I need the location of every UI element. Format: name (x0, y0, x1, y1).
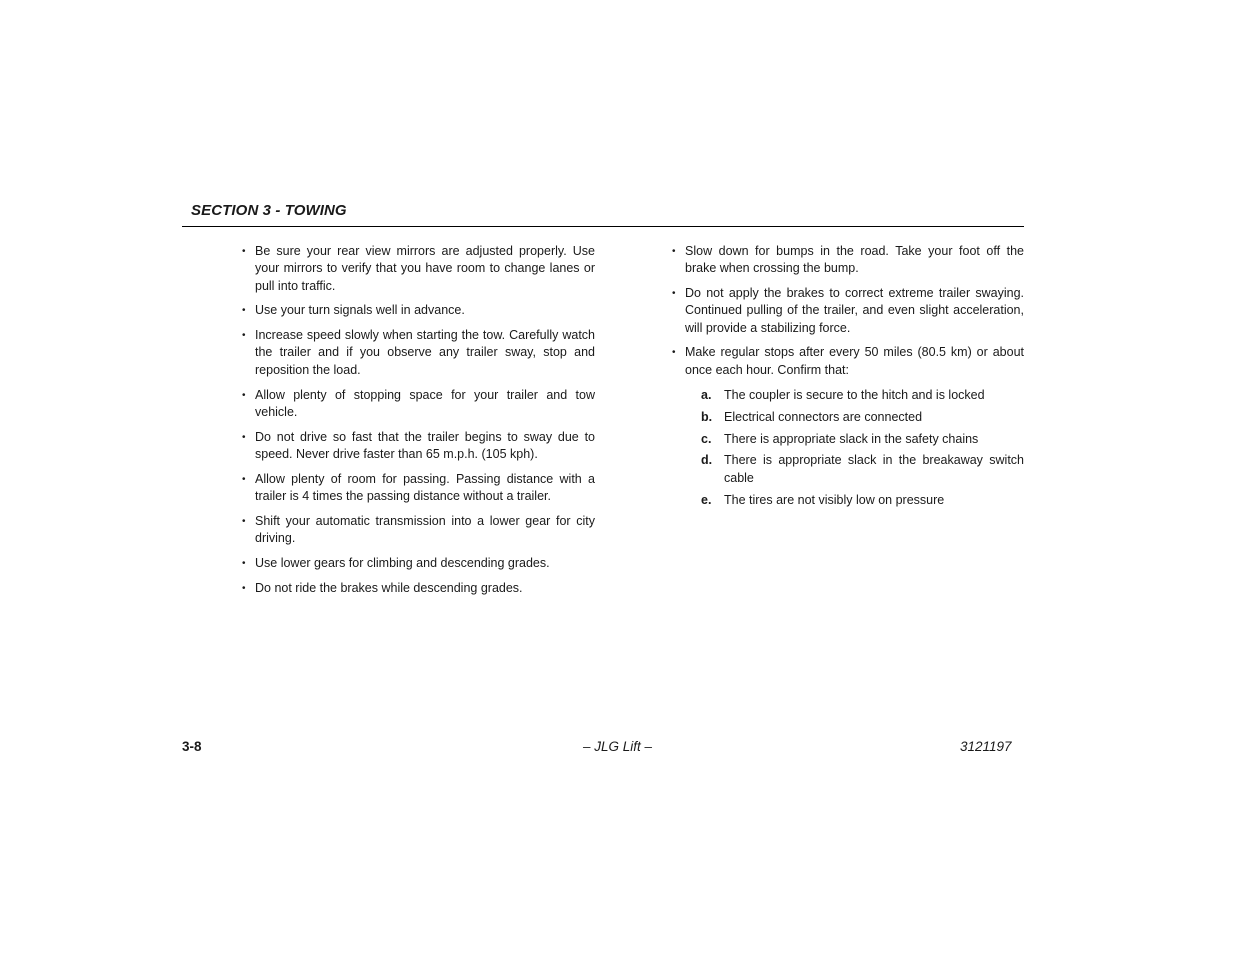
list-item: • Use lower gears for climbing and descending grades. (241, 555, 595, 572)
list-item: • Do not ride the brakes while descending grades. (241, 580, 595, 597)
bullet-icon: • (242, 246, 246, 257)
bullet-icon: • (242, 515, 246, 527)
right-bullet-list (671, 243, 1024, 509)
bullet-icon: • (242, 473, 246, 485)
list-item: • Allow plenty of stopping space for your trailer and tow vehicle. (242, 387, 595, 419)
list-item: • Shift your automatic transmission into a lower gear for city driving. (242, 513, 595, 546)
footer-brand: – JLG Lift – (582, 739, 653, 754)
list-item: • Make regular stops after every 50 miles (80.5 km) or about once each hour. Confirm that: a. The coupler is secure to the hitch and is locked b. Electrical connectors are connected c. There is appropriate slack in the safety chains d. There is appropriate slack in the breakaway switch cable e. The tires are not visibly low on pressure (671, 344, 1024, 508)
bullet-icon: • (242, 330, 246, 342)
bullet-icon: • (242, 557, 246, 569)
list-item: • Use your turn signals well in advance. (241, 302, 595, 319)
left-column (241, 243, 595, 605)
left-bullet-list (241, 243, 595, 597)
checklist-item: a. The coupler is secure to the hitch and is locked (701, 388, 985, 403)
checklist-item: d. There is appropriate slack in the breakaway switch cable (701, 453, 1024, 485)
bullet-icon: • (672, 288, 676, 300)
checklist-item: c. There is appropriate slack in the safety chains (701, 431, 979, 446)
list-item: • Do not drive so fast that the trailer begins to sway due to speed. Never drive faster than 65 m.p.h. (105 kph). (242, 429, 595, 461)
checklist-item: e. The tires are not visibly low on pressure (701, 492, 945, 507)
bullet-icon: • (672, 347, 676, 359)
page-number: 3-8 (182, 739, 202, 754)
list-item: • Allow plenty of room for passing. Passing distance with a trailer is 4 times the passing distance without a trailer. (242, 471, 595, 504)
list-item: • Do not apply the brakes to correct extreme trailer swaying. Continued pulling of the trailer, and even slight acceleration, will provide a stabilizing force. (672, 286, 1024, 335)
checklist-item: b. Electrical connectors are connected (701, 409, 923, 424)
list-item: • Slow down for bumps in the road. Take your foot off the brake when crossing the bump. (672, 244, 1024, 276)
document-number: 3121197 (960, 739, 1012, 754)
right-column (671, 243, 1024, 516)
bullet-icon: • (242, 431, 246, 443)
list-item: • Be sure your rear view mirrors are adjusted properly. Use your mirrors to verify that you have room to change lanes or pull into traffic. (242, 244, 595, 293)
bullet-icon: • (242, 582, 246, 594)
bullet-icon: • (242, 305, 246, 317)
section-title: SECTION 3 - TOWING (191, 202, 347, 219)
list-item: • Increase speed slowly when starting the tow. Carefully watch the trailer and if you observe any trailer sway, stop and reposition the load. (242, 328, 595, 377)
header-rule (182, 226, 1024, 227)
bullet-icon: • (672, 246, 676, 257)
stop-checklist (685, 387, 1024, 509)
bullet-icon: • (242, 389, 246, 401)
